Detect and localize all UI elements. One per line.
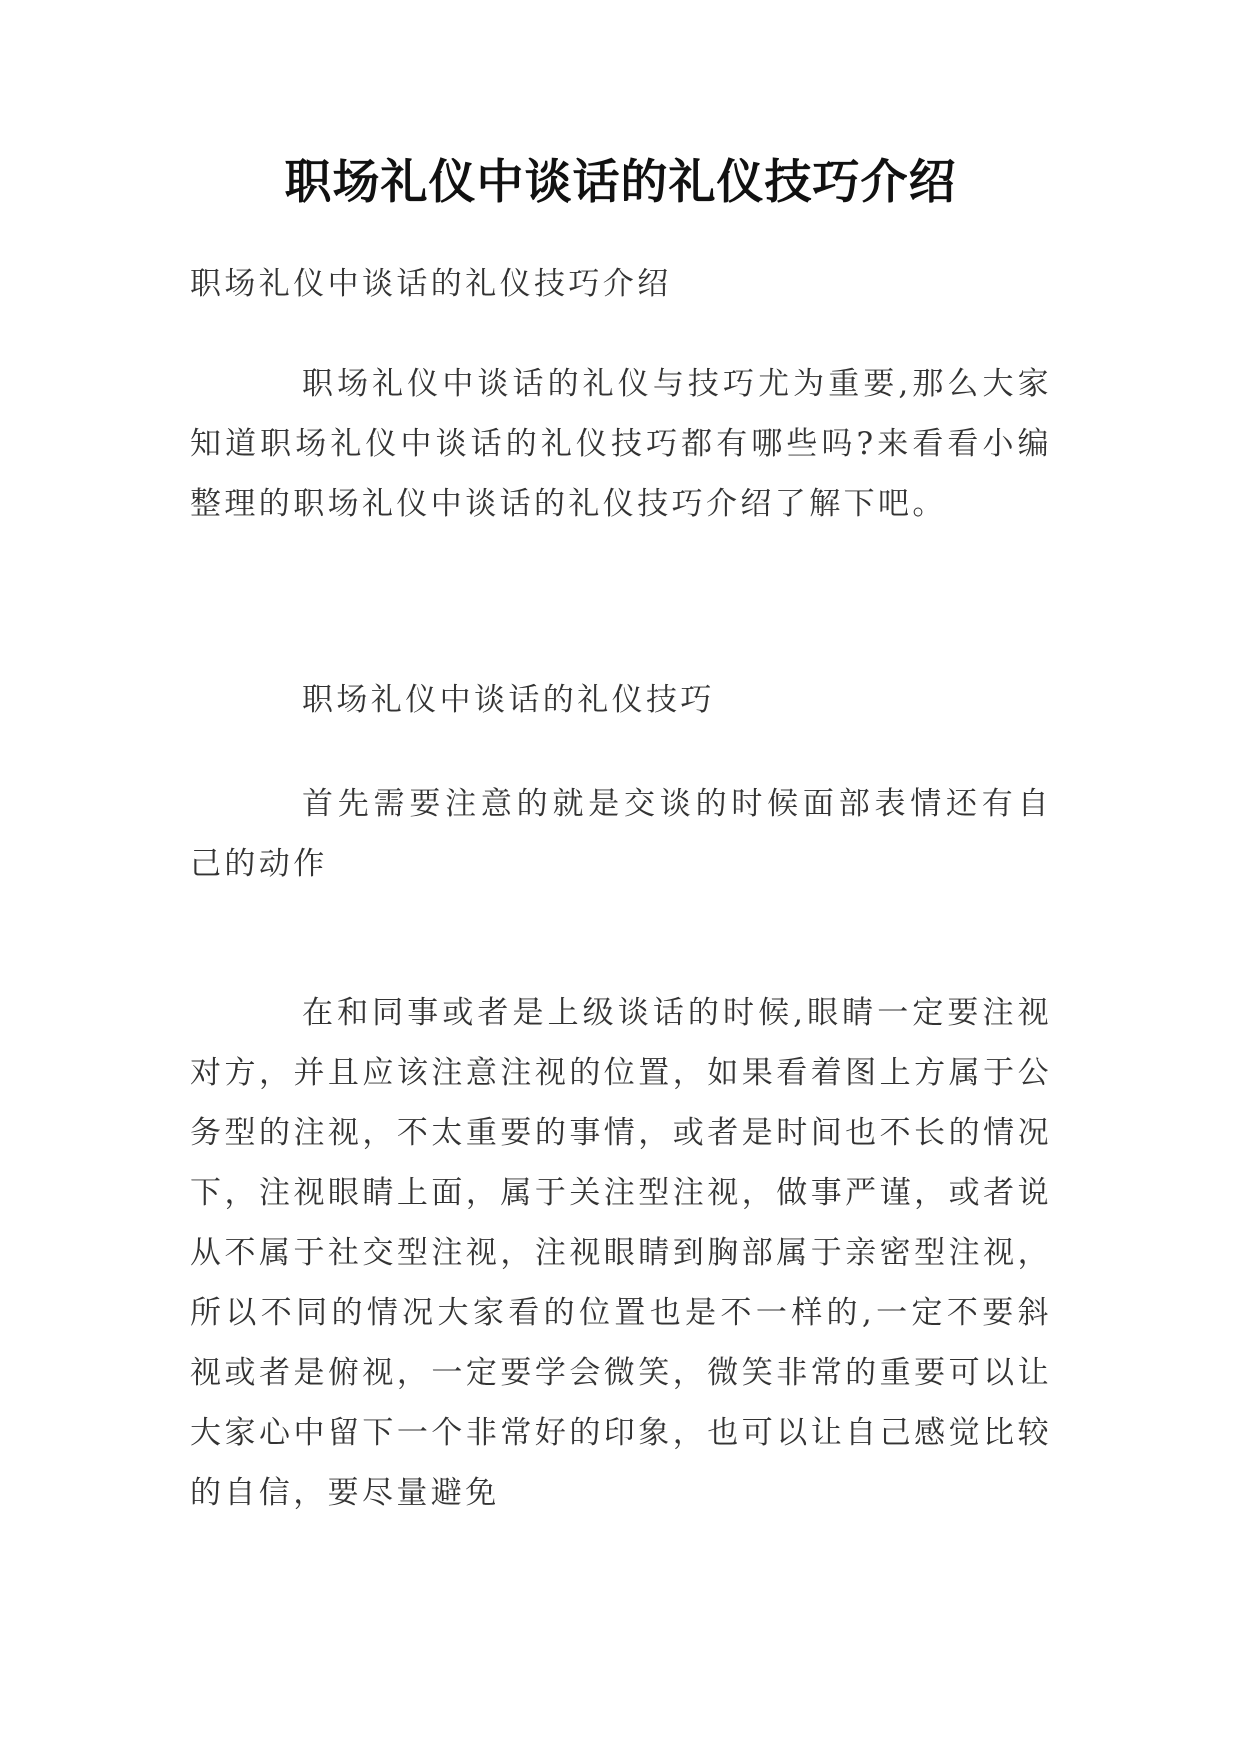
section-heading: 职场礼仪中谈话的礼仪技巧 xyxy=(302,682,715,718)
intro-paragraph: 职场礼仪中谈话的礼仪与技巧尤为重要,那么大家知道职场礼仪中谈话的礼仪技巧都有哪些吗?来看看小编整理的职场礼仪中谈话的礼仪技巧介绍了解下吧。 xyxy=(190,366,1052,522)
document-title: 职场礼仪中谈话的礼仪技巧介绍 xyxy=(284,155,957,210)
body-paragraph-eye-contact: 在和同事或者是上级谈话的时候,眼睛一定要注视对方，并且应该注意注视的位置，如果看着图上方属于公务型的注视，不太重要的事情，或者是时间也不长的情况下，注视眼睛上面，属于关注型注视，做事严谨，或者说从不属于社交型注视，注视眼睛到胸部属于亲密型注视，所以不同的情况大家看的位置也是不一样的,一定不要斜视或者是俯视，一定要学会微笑，微笑非常的重要可以让大家心中留下一个非常好的印象，也可以让自己感觉比较的自信，要尽量避免 xyxy=(190,995,1052,1511)
body-paragraph-expression: 首先需要注意的就是交谈的时候面部表情还有自己的动作 xyxy=(190,786,1052,882)
document-subtitle: 职场礼仪中谈话的礼仪技巧介绍 xyxy=(190,266,672,302)
